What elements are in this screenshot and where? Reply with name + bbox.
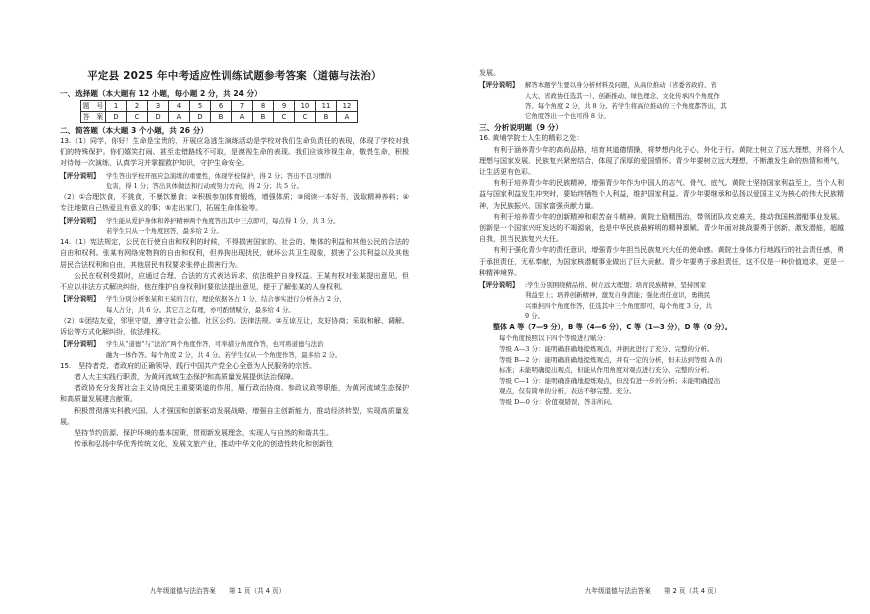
table-cell: 3 <box>148 101 169 112</box>
note-line: 学生能从爱护身体和养护精神两个角度答出其中三点即可，每点得 1 分，共 3 分。 <box>106 216 340 225</box>
page-footer: 九年级道德与法治答案 第 2 页（共 4 页） <box>584 587 721 595</box>
scoring-note-tag: 【评分说明】 <box>60 340 100 349</box>
q16-answer-point: 有利于培养青少年的创新精神和艰苦奋斗精神。黄院士励精图治，带领团队攻克难关，推动我国核潜艇事业发展。创新是一个国家兴旺发达的不竭源泉，也是中华民族最鲜明的精神禀赋。青少年面对挑战要勇于创新，激发潜能，超越自我，担当民族复兴大任。 <box>479 212 844 244</box>
table-cell: C <box>295 112 316 123</box>
grade-level-b: 等级 B—2 分：能明确准确地提炼观点，并有一定的分析，但未达到等级 A 的 <box>499 355 723 364</box>
q13-part2-answer: （2）①合理饮食，不挑食，不暴饮暴食；②积极参加体育锻炼，增强体质；③阅读一本好书，汲取精神养料；④专注地做自己热爱且有意义的事；⑤走出家门，拓展生命体验等。 <box>60 193 409 213</box>
grade-levels-intro: 每个角度按照以下四个等级进行赋分： <box>499 334 610 343</box>
section-analysis-heading: 三、分析说明题（9 分） <box>479 123 563 133</box>
note-line: 解答本题学生要以身分析材料及问题，从高位推动（省委省政府、省 <box>525 81 717 90</box>
table-cell: 9 <box>274 101 295 112</box>
scoring-note-q13-1 <box>60 171 409 192</box>
table-cell: 10 <box>295 101 316 112</box>
note-line: :学生分别围绕精品格、树立远大理想；培育民族精神，坚持国家 <box>525 281 707 290</box>
q16-stem: 16. 黄埔学院士人生的精彩之处： <box>479 134 584 143</box>
note-line: 融为一体作答。每个角度 2 分，共 4 分。若学生仅从一个角度作答，最多给 2 分。 <box>106 350 342 359</box>
scoring-note-q16 <box>479 280 844 321</box>
grade-level-c: 等级 C—1 分：能明确准确地提炼观点，但没有进一步的分析；未能明确提出 <box>499 376 721 385</box>
question-number-row <box>81 101 358 112</box>
section-choice-heading: 一、选择题（本大题有 12 小题，每小题 2 分，共 24 分） <box>60 89 262 98</box>
table-cell: B <box>211 112 232 123</box>
table-cell: A <box>169 112 190 123</box>
q15-answer-point: 积极贯彻落实科教兴国、人才强国和创新驱动发展战略，增强自主创新能力，推动经济转型，实现高质量发展。 <box>60 406 409 426</box>
scoring-note-q15 <box>479 80 844 121</box>
answer-row <box>81 112 358 123</box>
q15-answer-point: 者政协充分发挥社会主义协商民主重要渠道的作用，履行政治协商、参政议政等职能，为黄河流域生态保护和高质量发展建言献策。 <box>60 384 409 404</box>
answer-page-2 <box>435 0 870 614</box>
scoring-note-q14-2 <box>60 339 409 360</box>
table-cell: C <box>127 112 148 123</box>
note-line: 学生从“道德”与“法治”两个角度作答，可举措分角度作答，也可将道德与法治 <box>106 340 324 349</box>
q13-part1-answer: 13.（1）同学，你好！生命是宝贵的，开展应急逃生演练活动是学校对我们生命负责任的表现，体现了学校对我们的特殊保护。你们嬉笑打闹、甚至走错路线不可取，是漠视生命的表现。我们应该珍视生命，敬畏生命，积极对待每一次演练，认真学习并掌握救护知识，守护生命安全。 <box>60 137 409 168</box>
grade-level-b-cont: 标准；未能明确提出观点，但能从作用角度对观点进行充分、完整的分析。 <box>499 366 714 375</box>
note-line: 利益至上；培养创新精神，激发自身潜能；强化责任意识，勇挑民 <box>525 291 711 300</box>
q14-part1-answer: 14.（1）宪法规定，公民在行使自由和权利的时候，不得损害国家的、社会的、集体的利益和其他公民的合法的自由和权利。张某有网络宠物狗的自由和权利，但养狗出现扰民，就坏公共卫生现象，损害了公共利益以及其他居民合法权利和自由，其他居民有权要求张停止损害行为。 <box>60 238 409 269</box>
table-cell: A <box>337 112 358 123</box>
scoring-note-tag: 【评分说明】 <box>60 171 100 180</box>
page-footer: 九年级道德与法治答案 第 1 页（共 4 页） <box>149 587 286 595</box>
section-short-answer-heading: 二、简答题（本大题 3 个小题，共 26 分） <box>60 126 208 135</box>
note-line: 学生分别分析张某和王某的言行，理论依据各占 1 分，结合事实进行分析各占 2 分， <box>106 295 346 304</box>
scoring-note-q13-2 <box>60 216 409 237</box>
table-cell: D <box>148 112 169 123</box>
scoring-note-tag: 【评分说明】 <box>479 281 519 290</box>
note-line: 它角度答出一个也可得 8 分。 <box>525 112 610 121</box>
q15-answer-continued: 发展。 <box>479 69 500 77</box>
answer-table <box>80 100 358 123</box>
q16-answer-point: 有利于培养青少年的民族精神，增强青少年作为中国人的志气、骨气、底气。黄院士坚持国家利益至上，当个人利益与国家利益发生冲突时，要始终牺牲个人利益，维护国家利益。青少年要继承和弘扬以爱国主义为核心的伟大民族精神，为民族振兴、国家富强贡献力量。 <box>479 179 844 210</box>
q14-part2-answer: （2）①团结友爱，邻里守望，遵守社会公德、社区公约、法律法规。②互谅互让，友好协商；采取和解、调解、诉讼等方式化解纠纷，依法维权。 <box>60 316 409 337</box>
grade-levels-summary: 整体 A 等（7—9 分），B 等（4—6 分），C 等（1—3 分），D 等（0 分）。 <box>493 323 732 332</box>
table-cell: 2 <box>127 101 148 112</box>
note-line: 答。每个角度 2 分，共 8 分。若学生将高位推动的三个角度都答出，其 <box>525 101 727 110</box>
q16-answer-point: 有利于涵养青少年的高尚品格，培育其道德情操，将梦想内化于心，外化于行。黄院士树立了远大理想，并将个人理想与国家发展、民族复兴紧密结合，体现了深厚的爱国情怀。青少年要树立远大理想，不断激发生命的热情和勇气，让生活更有色彩。 <box>479 145 844 176</box>
note-line: 9 分。 <box>525 311 544 320</box>
scoring-note-tag: 【评分说明】 <box>60 216 100 225</box>
table-cell: C <box>274 112 295 123</box>
table-cell: D <box>190 112 211 123</box>
q15-answer-point: 坚持节约资源、保护环境的基本国策，贯彻新发展理念，实现人与自然的和谐共生。 <box>74 429 333 438</box>
table-cell: 12 <box>337 101 358 112</box>
note-line: 人大、省政协任选其一）、创新推动、绿色理念、文化传承四个角度作 <box>525 91 720 100</box>
grade-level-c-cont: 观点，仅有简单的分析，表达不够完整、充分。 <box>499 387 636 396</box>
scoring-note-q14-1 <box>60 294 409 315</box>
grade-level-a: 等级 A—3 分：能明确准确地提炼观点，并据此进行了充分、完整的分析。 <box>499 345 714 354</box>
scoring-note-tag: 【评分说明】 <box>60 295 100 304</box>
scoring-note-tag: 【评分说明】 <box>479 81 519 90</box>
table-cell: 4 <box>169 101 190 112</box>
table-cell: A <box>232 112 253 123</box>
q15-answer-point: 传承和弘扬中华优秀传统文化，发展文旅产业，推动中华文化的创造性转化和创新性 <box>74 440 333 449</box>
table-cell: 11 <box>316 101 337 112</box>
table-cell: 6 <box>211 101 232 112</box>
q15-answer-point: 者人大主实践行职责，为黄河流域生态保护和高质量发展提供法治保障。 <box>74 373 298 382</box>
table-cell: B <box>253 112 274 123</box>
table-cell: 8 <box>253 101 274 112</box>
table-row-label: 题 号 <box>81 101 106 112</box>
note-line: 若学生只从一个角度回答，最多给 2 分。 <box>106 226 223 235</box>
table-cell: D <box>106 112 127 123</box>
note-line: 每人占分，共 6 分。其它言之有理，亦可酌情赋分，最多给 4 分。 <box>106 305 295 314</box>
table-cell: B <box>316 112 337 123</box>
q16-answer-point: 有利于强化青少年的责任意识，增强青少年担当民族复兴大任的使命感。黄院士身体力行地践行的社会责任感，勇于承担责任，无私奉献，为国家核潜艇事业做出了巨大贡献。青少年要勇于承担责任，这不仅是一种价值追求，更是一种精神境界。 <box>479 246 844 277</box>
q15-answer-intro: 15. 坚持者党、者政府的正确领导，践行中国共产党全心全意为人民服务的宗旨。 <box>60 361 317 370</box>
note-line: 学生答出学校开展应急演练的重要性，体现学校保护，得 2 分；答出不良习惯的 <box>106 171 332 180</box>
table-cell: 1 <box>106 101 127 112</box>
note-line: 危害，得 1 分；答出具体做法和行动或努力方向，得 2 分；共 5 分。 <box>106 181 303 190</box>
document-title: 平定县 2025 年中考适应性训练试题参考答案（道德与法治） <box>87 70 382 82</box>
grade-level-d: 等级 D—0 分：价值观错误，答非所问。 <box>499 397 617 406</box>
q14-part1-answer-cont: 公民在权利受损时，应通过合理、合法的方式表达诉求，依法维护自身权益。王某有权对张某提出意见，但不应以非法方式解决纠纷，他在维护自身权利时要依法提出意见，便于了解张某的人身权利。 <box>60 271 409 292</box>
note-line: 兴重担四个角度作答，任选其中三个角度即可，每个角度 3 分，共 <box>525 301 713 310</box>
table-cell: 7 <box>232 101 253 112</box>
table-row-label: 答 案 <box>81 112 106 123</box>
table-cell: 5 <box>190 101 211 112</box>
